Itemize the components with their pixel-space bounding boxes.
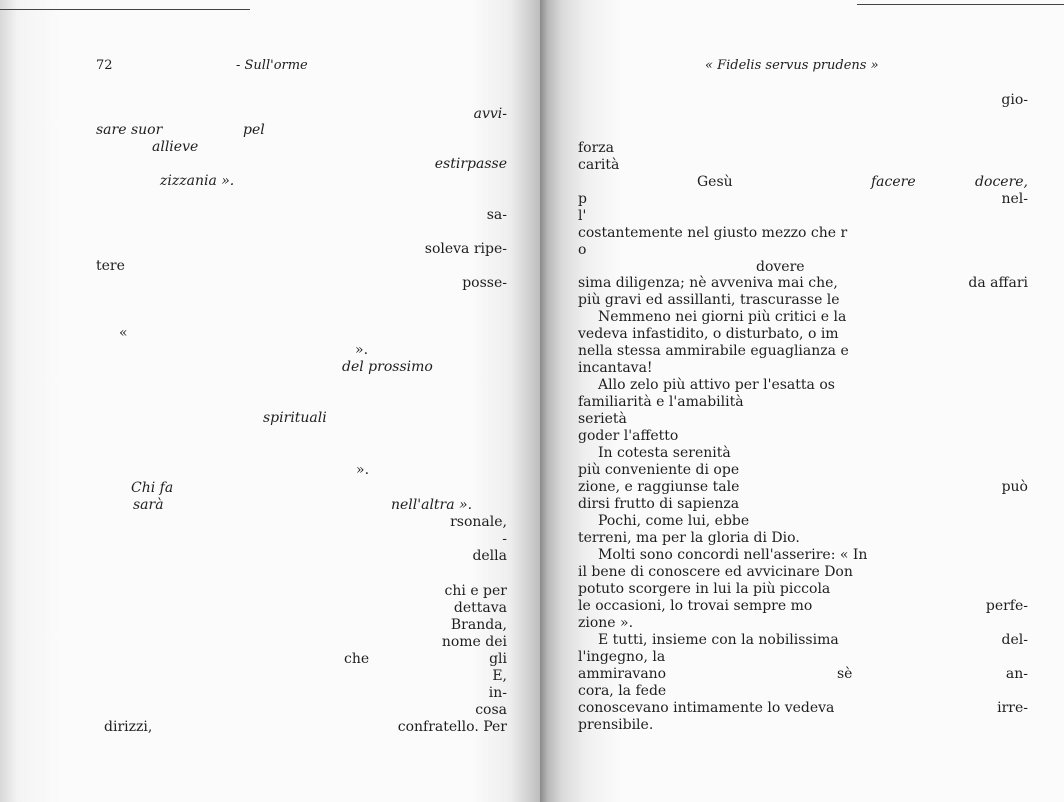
text-line: avvi- [473,106,507,122]
text-line: Branda, [450,617,507,633]
text-line: del- [1001,632,1028,648]
text-line: nell'altra ». [391,497,473,513]
text-line: ». [355,342,369,358]
text-line: sa- [486,207,507,223]
text-line: irre- [997,700,1028,716]
text-line: nome dei [441,634,507,650]
text-line: costantemente nel giusto mezzo che r [578,225,848,241]
text-line: estirpasse [434,156,507,172]
text-line: sè [837,666,853,682]
text-line: serietà [578,411,627,427]
text-line: rsonale, [450,514,507,530]
text-line: - [502,531,507,547]
text-line: posse- [462,275,507,291]
text-line: cosa [475,702,507,718]
text-line: le occasioni, lo trovai sempre mo [578,598,813,614]
text-line: Chi fa [131,480,174,496]
text-line: pel [243,122,265,138]
text-line: vedeva infastidito, o disturbato, o im [578,326,839,342]
text-line: goder l'affetto [578,428,679,444]
text-line: Pochi, come lui, ebbe [598,513,750,529]
text-line: facere [871,174,916,190]
text-line: in- [488,685,507,701]
text-line: tere [96,258,125,274]
text-line: dettava [453,600,507,616]
text-line: In cotesta serenità [598,445,731,461]
text-line: l'ingegno, la [578,649,666,665]
text-line: cora, la fede [578,683,667,699]
text-line: familiarità e l'amabilità [578,394,744,410]
text-line: p [578,191,587,207]
text-line: allieve [152,139,199,155]
text-line: forza [578,140,615,156]
text-line: l' [578,208,587,224]
text-line: nel- [1001,191,1028,207]
running-head: « Fidelis servus prudens » [705,58,879,73]
text-line: nella stessa ammirabile eguaglianza e [578,343,849,359]
text-line: può [1001,479,1028,495]
text-line: docere, [975,174,1028,190]
text-line: sarà [133,497,164,513]
text-line: del prossimo [342,359,433,375]
text-line: Molti sono concordi nell'asserire: « In [598,547,868,563]
text-line: della [472,548,507,564]
text-line: più gravi ed assillanti, trascurasse le [578,292,840,308]
text-line: incantava! [578,360,653,376]
text-line: zizzania ». [160,173,235,189]
text-line: ammiravano [578,666,667,682]
text-line: ». [356,462,370,478]
text-line: potuto scorgere in lui la più piccola [578,581,831,597]
text-line: E tutti, insieme con la nobilissima [598,632,839,648]
text-line: dirizzi, [104,719,153,735]
text-line: sare suor [96,122,163,138]
text-line: an- [1005,666,1028,682]
text-line: da affari [968,275,1028,291]
text-line: più conveniente di ope [578,462,740,478]
text-line: dirsi frutto di sapienza [578,496,740,512]
page-number: 72 [96,58,113,73]
text-line: E, [492,668,507,684]
text-line: il bene di conoscere ed avvicinare Don [578,564,853,580]
text-line: sima diligenza; nè avveniva mai che, [578,275,838,291]
text-line: carità [578,157,620,173]
text-line: perfe- [985,598,1028,614]
running-head: - Sull'orme [236,58,308,73]
text-line: spirituali [263,410,327,426]
text-line: confratello. Per [397,719,507,735]
text-line: conoscevano intimamente lo vedeva [578,700,835,716]
text-line: dovere [756,259,805,275]
text-line: Gesù [697,174,733,190]
text-line: zione ». [578,615,634,631]
text-line: gli [489,651,507,667]
text-line: chi e per [444,583,507,599]
text-line: che [344,651,370,667]
top-rule [0,9,250,10]
right-page [540,0,1064,802]
text-line: soleva ripe- [424,241,507,257]
text-line: gio- [1001,92,1028,108]
text-line: o [578,242,587,258]
top-rule [857,4,1064,5]
text-line: « [119,325,128,341]
text-line: zione, e raggiunse tale [578,479,740,495]
text-line: terreni, ma per la gloria di Dio. [578,530,800,546]
text-line: Allo zelo più attivo per l'esatta os [598,377,835,393]
text-line: prensibile. [578,717,654,733]
text-line: Nemmeno nei giorni più critici e la [598,309,847,325]
